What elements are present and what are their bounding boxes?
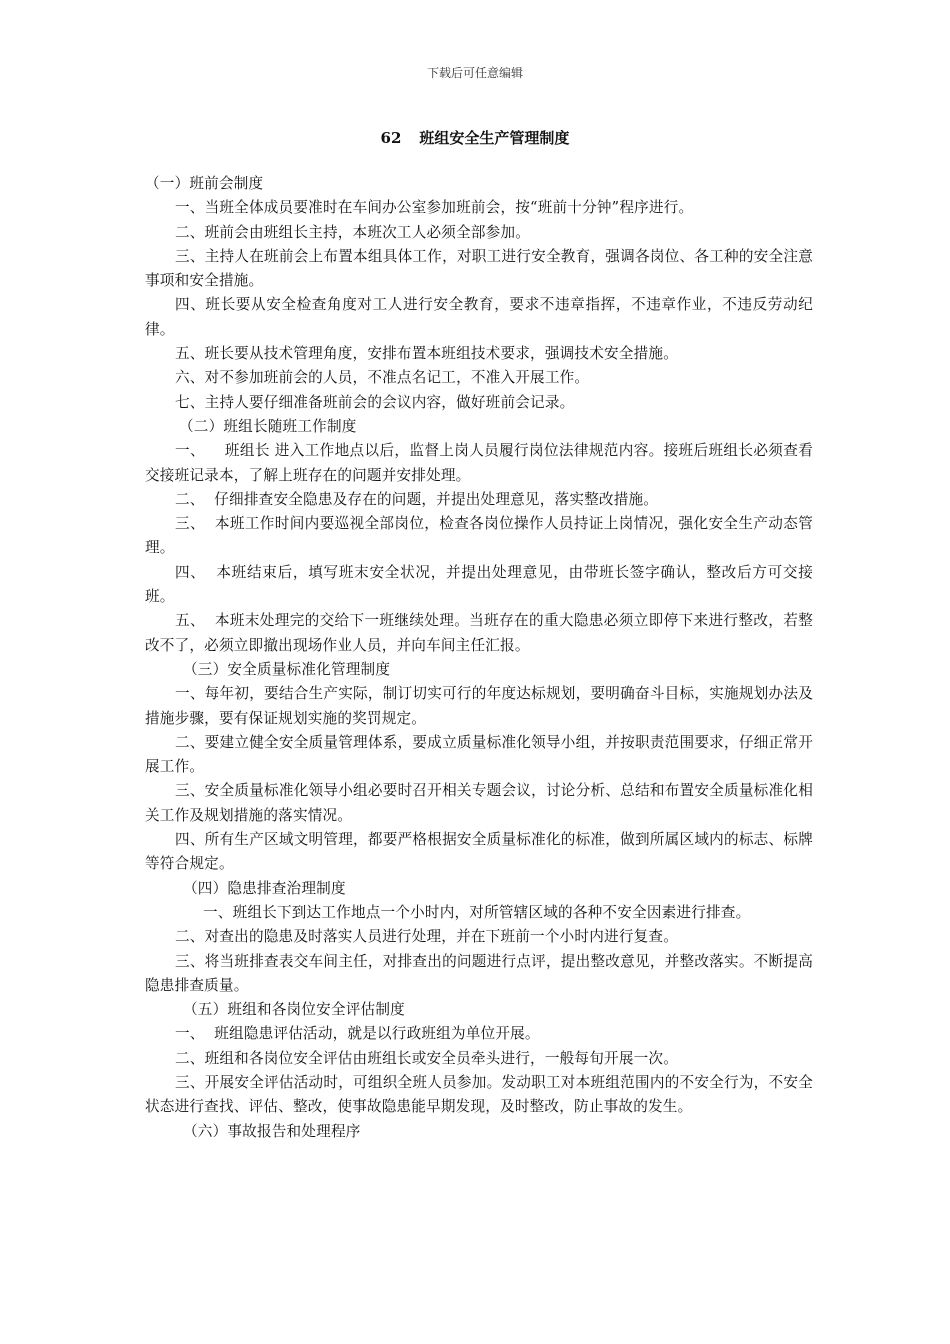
section-heading: （二）班组长随班工作制度 xyxy=(179,417,357,435)
paragraph: 一、班组长下到达工作地点一个小时内，对所管辖区域的各种不安全因素进行排查。 xyxy=(203,903,751,921)
paragraph: 二、要建立健全安全质量管理体系，要成立质量标准化领导小组，并按职责范围要求，仔细正常开展工作。 xyxy=(145,733,813,776)
paragraph: 二、班前会由班组长主持，本班次工人必须全部参加。 xyxy=(175,223,531,241)
paragraph: 二、对查出的隐患及时落实人员进行处理，并在下班前一个小时内进行复查。 xyxy=(175,928,678,946)
paragraph: 三、 本班工作时间内要巡视全部岗位，检查各岗位操作人员持证上岗情况，强化安全生产动态管理。 xyxy=(145,515,813,557)
paragraph: 五、班长要从技术管理角度，安排布置本班组技术要求，强调技术安全措施。 xyxy=(175,345,678,363)
paragraph: 三、开展安全评估活动时，可组织全班人员参加。发动职工对本班组范围内的不安全行为，不安全状态进行查找、评估、整改，使事故隐患能早期发现，及时整改，防止事故的发生。 xyxy=(145,1073,813,1116)
section-heading: （一）班前会制度 xyxy=(145,175,264,192)
paragraph: 四、 本班结束后，填写班末安全状况，并提出处理意见，由带班长签字确认，整改后方可交接班。 xyxy=(145,563,813,606)
paragraph: 一、当班全体成员要准时在车间办公室参加班前会，按“班前十分钟”程序进行。 xyxy=(175,199,694,217)
title-text: 班组安全生产管理制度 xyxy=(419,129,570,147)
paragraph: 一、 班组长 进入工作地点以后，监督上岗人员履行岗位法律规范内容。接班后班组长必须查看交接班记录本，了解上班存在的问题并安排处理。 xyxy=(145,442,813,484)
document-body xyxy=(145,172,813,1144)
page-header: 下载后可任意编辑 xyxy=(426,66,523,80)
paragraph: 五、 本班末处理完的交给下一班继续处理。当班存在的重大隐患必须立即停下来进行整改，若整改不了，必须立即撤出现场作业人员，并向车间主任汇报。 xyxy=(145,612,813,654)
paragraph: 四、班长要从安全检查角度对工人进行安全教育，要求不违章指挥，不违章作业，不违反劳动纪律。 xyxy=(145,296,813,338)
section-heading: （六）事故报告和处理程序 xyxy=(183,1122,361,1140)
paragraph: 二、班组和各岗位安全评估由班组长或安全员牵头进行，一般每旬开展一次。 xyxy=(175,1049,678,1067)
paragraph: 三、主持人在班前会上布置本组具体工作，对职工进行安全教育，强调各岗位、各工种的安全注意事项和安全措施。 xyxy=(145,247,813,290)
section-heading: （三）安全质量标准化管理制度 xyxy=(183,660,391,678)
paragraph: 三、将当班排查表交车间主任，对排查出的问题进行点评，提出整改意见，并整改落实。不断提高隐患排查质量。 xyxy=(145,952,813,994)
paragraph: 二、 仔细排查安全隐患及存在的问题，并提出处理意见，落实整改措施。 xyxy=(175,490,659,508)
paragraph: 一、每年初，要结合生产实际，制订切实可行的年度达标规划，要明确奋斗目标，实施规划办法及措施步骤，要有保证规划实施的奖罚规定。 xyxy=(145,685,813,727)
paragraph: 六、对不参加班前会的人员，不准点名记工，不准入开展工作。 xyxy=(175,369,590,387)
document-title xyxy=(0,127,950,148)
title-number: 62 xyxy=(380,129,402,147)
paragraph: 一、 班组隐患评估活动，就是以行政班组为单位开展。 xyxy=(175,1025,540,1043)
section-heading: （五）班组和各岗位安全评估制度 xyxy=(183,1001,405,1019)
paragraph: 四、所有生产区域文明管理，都要严格根据安全质量标准化的标准，做到所属区域内的标志、标牌等符合规定。 xyxy=(145,831,813,873)
section-heading: （四）隐患排查治理制度 xyxy=(183,879,346,897)
paragraph: 三、安全质量标准化领导小组必要时召开相关专题会议，讨论分析、总结和布置安全质量标准化相关工作及规划措施的落实情况。 xyxy=(145,782,813,824)
paragraph: 七、主持人要仔细准备班前会的会议内容，做好班前会记录。 xyxy=(175,393,575,411)
